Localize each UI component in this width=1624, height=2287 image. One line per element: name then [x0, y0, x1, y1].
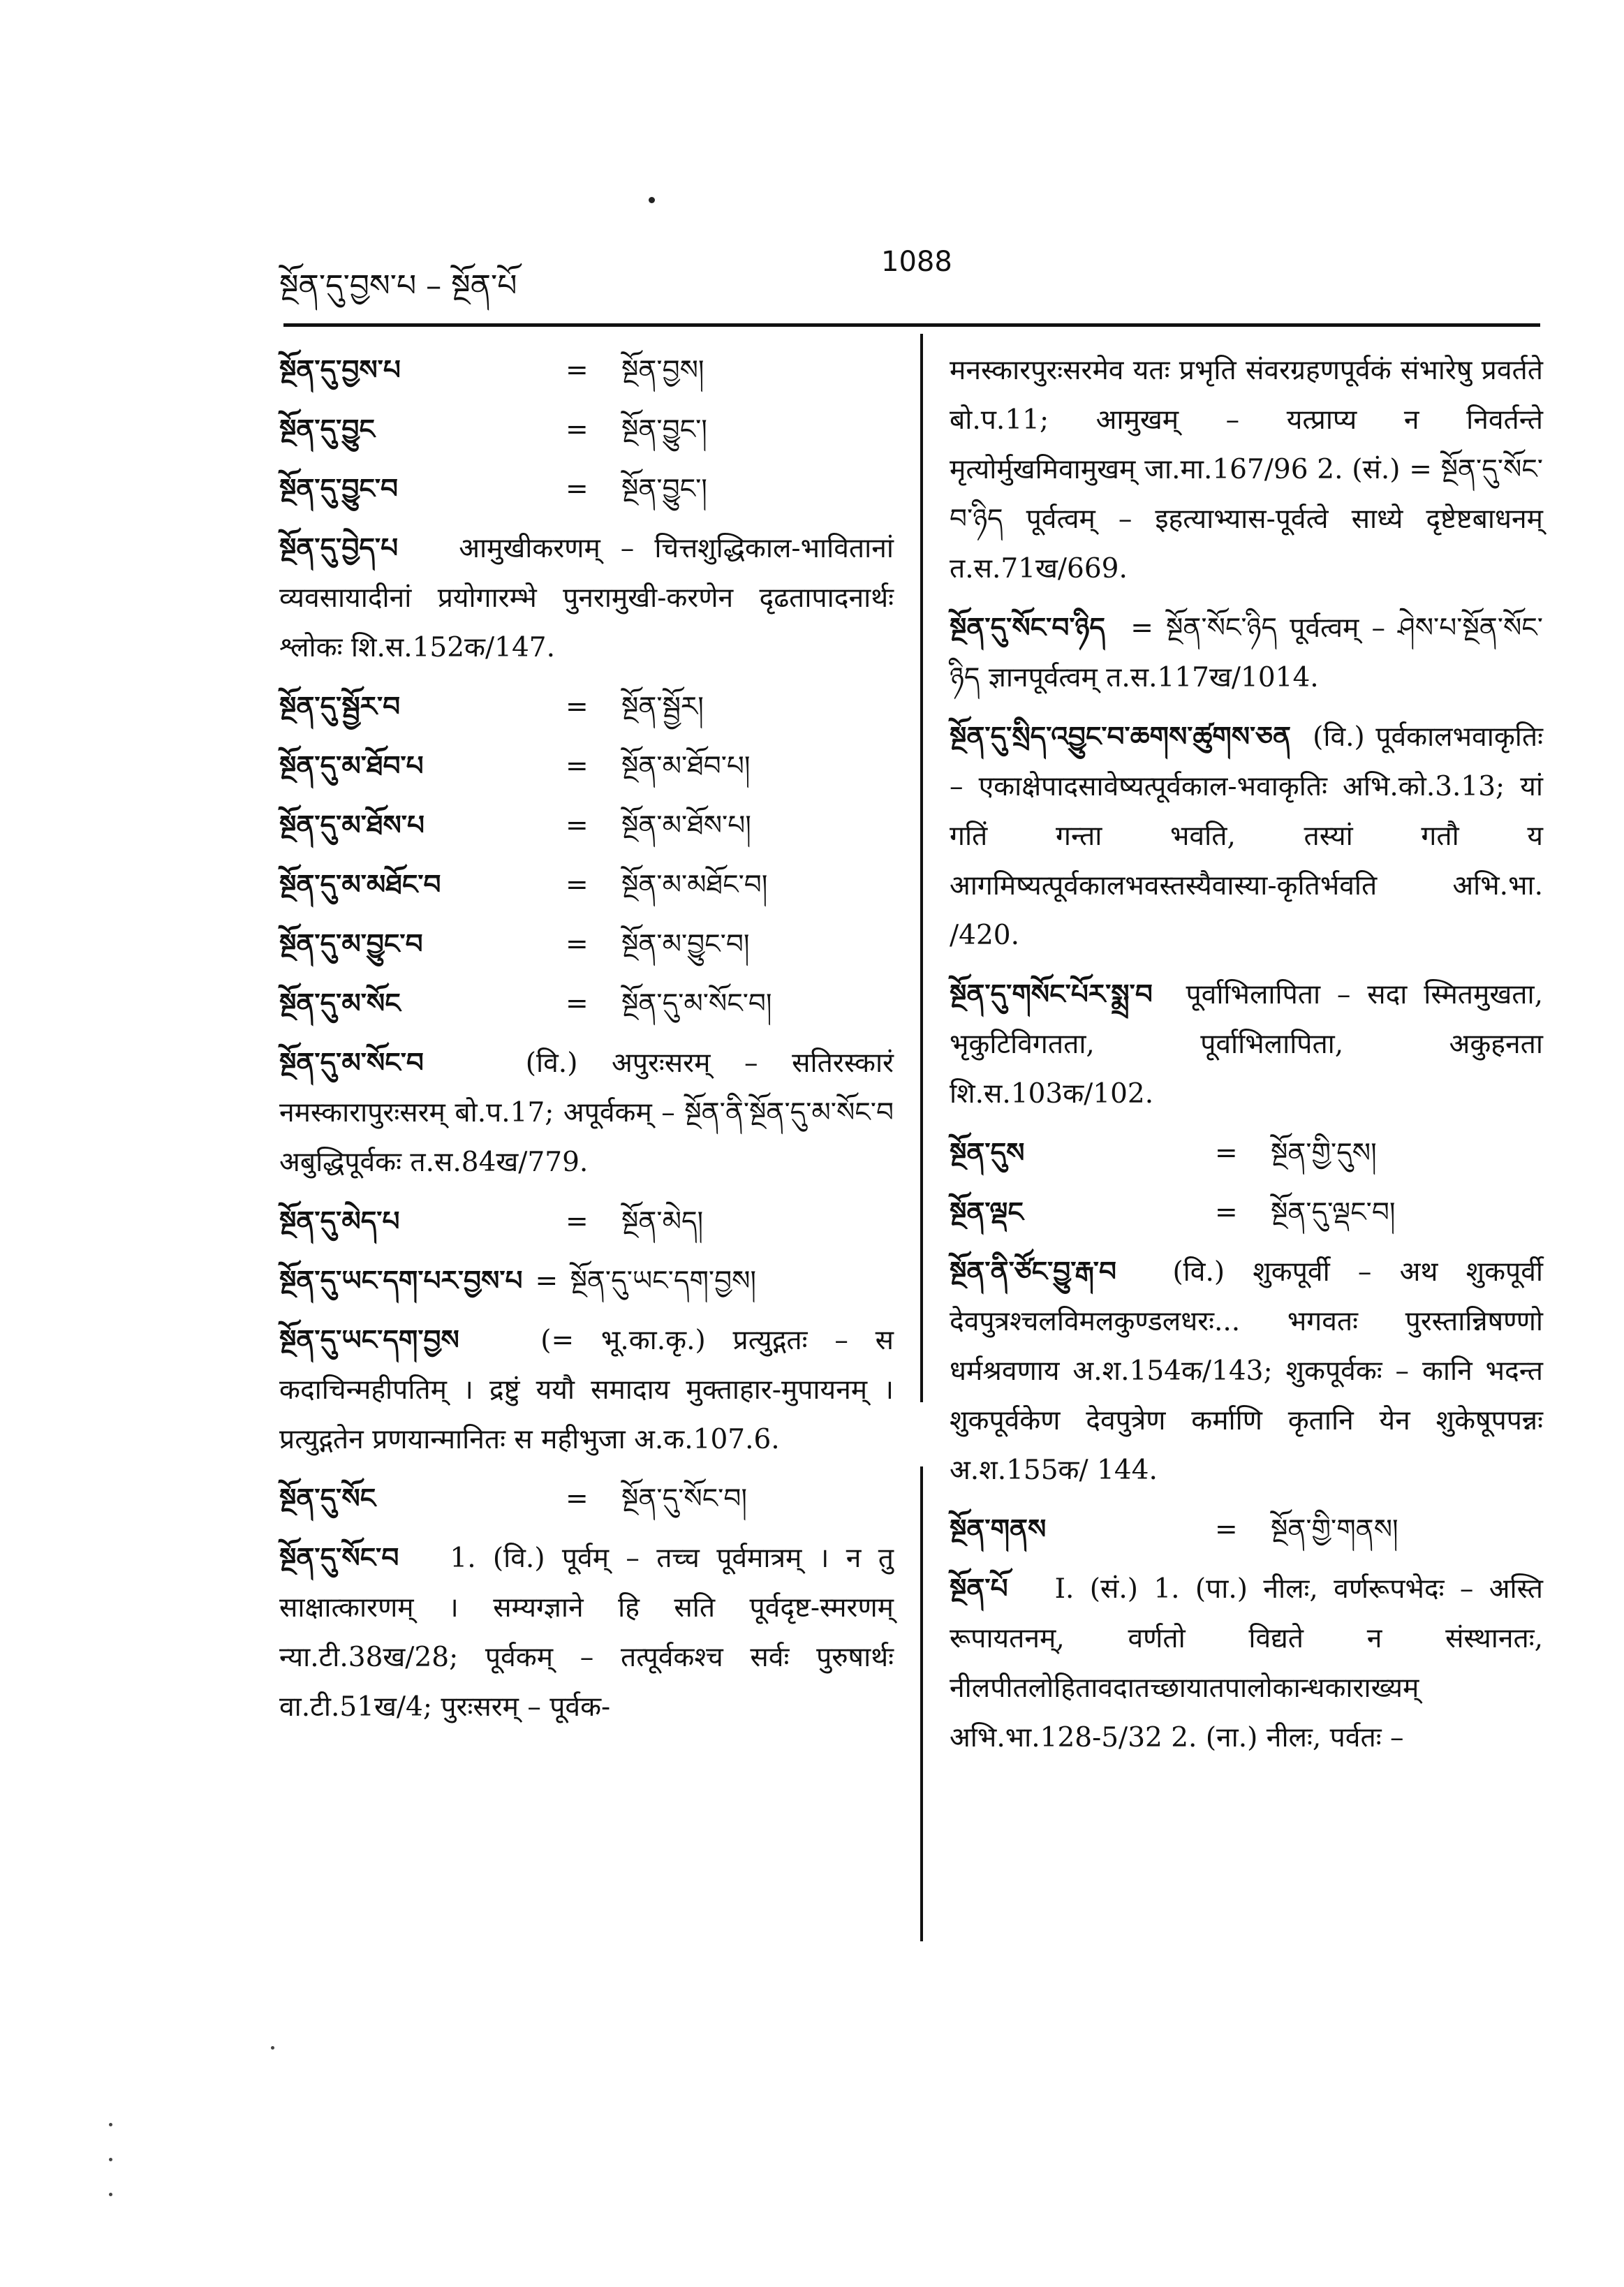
- cross-reference: སྔོན་དུ་མ་སོང་བ།: [621, 988, 772, 1020]
- definition-text: 1. (वि.) पूर्वम् – तच्च पूर्वमात्रम् । न तु साक्षात्कारणम् । सम्यग्ज्ञाने हि सति पूर्वदृष्ट-स्मरणम् न्या.टी.38ख/28; पूर्वकम् – तत्पूर्वकश्च सर्वः पुरुषार्थः वा.टी.51ख/4; पुरःसरम् – पूर्वक-: [279, 1543, 894, 1723]
- equals-sign: =: [566, 1206, 589, 1237]
- headword: སྔོན་དུ་གསོང་པོར་སྨྲ་བ: [950, 978, 1153, 1010]
- equals-sign: =: [566, 929, 589, 960]
- column-divider-lower: [920, 1466, 923, 1941]
- headword: སྔོན་དུ་བྱེད་པ: [279, 532, 399, 564]
- dictionary-entry: [950, 1188, 1543, 1237]
- definition-text: (वि.) शुकपूर्वी – अथ शुकपूर्वी देवपुत्रश्चलविमलकुण्डलधरः... भगवतः पुरस्तान्निषण्णो धर्मश्रवणाय अ.श.154क/143; शुकपूर्वकः – कानि भदन्त शुकपूर्वकेण देवपुत्रेण कर्माणि कृतानि येन शुकेषूपपन्नः अ.श.155क/ 144.: [950, 1256, 1543, 1486]
- dictionary-entry: [279, 860, 894, 910]
- equals-sign: =: [566, 810, 589, 841]
- equals-sign: =: [566, 869, 589, 901]
- definition-text: पूर्वाभिलापिता – सदा स्मितमुखता, भृकुटिविगतता, पूर्वाभिलापिता, अकुहनता शि.स.103क/102.: [950, 979, 1543, 1110]
- headword: སྔོན་དུ་སྲིད་འབྱུང་བ་ཆགས་ཚུགས་ཅན: [950, 721, 1292, 753]
- header-rule: [283, 323, 1540, 327]
- cross-reference: སྔོན་མེད།: [621, 1206, 704, 1237]
- headword: སྔོན་དུ་མ་ཐོབ་པ: [279, 750, 424, 782]
- equals-sign: =: [566, 473, 589, 505]
- left-column: [279, 346, 894, 1742]
- dictionary-entry: [279, 405, 894, 455]
- stray-mark: [109, 2193, 112, 2196]
- dictionary-entry: [279, 346, 894, 395]
- headword: སྔོན་དུ་སོང་བ་ཉིད: [950, 612, 1106, 644]
- headword: སྔོན་དུ་བྱུང་བ: [279, 473, 399, 505]
- definition-text: I. (सं.) 1. (पा.) नीलः, वर्णरूपभेदः – अस्ति रूपायतनम्, वर्णतो विद्यते न संस्थानतः, नीलपीतलोहितावदातच्छायातपालोकान्धकाराख्यम् अभि.भा.128-5/32 2. (ना.) नीलः, पर्वतः –: [950, 1573, 1543, 1753]
- headword: སྔོན་དུ་སྦྱོར་བ: [279, 691, 401, 723]
- stray-mark: [109, 2158, 112, 2161]
- cross-reference: སྔོན་མ་བྱུང་བ།: [621, 929, 750, 960]
- dictionary-entry: [950, 1564, 1543, 1763]
- cross-reference: སྔོན་དུ་སོང་བ།: [621, 1483, 748, 1515]
- dictionary-entry: [279, 742, 894, 791]
- definition-text: आमुखीकरणम् – चित्तशुद्धिकाल-भावितानां व्यवसायादीनां प्रयोगारम्भे पुनरामुखी-करणेन दृढतापादनार्थः श्लोकः शि.स.152क/147.: [279, 533, 894, 663]
- dictionary-entry: [279, 464, 894, 514]
- definition-text: (= भू.का.कृ.) प्रत्युद्गतः – स कदाचिन्महीपतिम् । द्रष्टुं ययौ समादाय मुक्ताहार-मुपायनम् । प्रत्युद्गतेन प्रणयान्मानितः स महीभुजा अ.क.107.6.: [279, 1325, 894, 1455]
- running-head: སྔོན་དུ་བྱས་པ – སྔོན་པོ: [279, 268, 517, 304]
- headword: སྔོན་དུ་མེད་པ: [279, 1205, 400, 1237]
- equals-sign: =: [535, 1265, 559, 1297]
- headword: སྔོན་དུ་མ་མཐོང་བ: [279, 869, 441, 901]
- continued-definition: मनस्कारपुरःसरमेव यतः प्रभृति संवरग्रहणपूर्वकं संभारेषु प्रवर्तते बो.प.11; आमुखम् – यत्प्राप्य न निवर्तन्ते मृत्योर्मुखमिवामुखम् जा.मा.167/96 2. (सं.) = སྔོན་དུ་སོང་བ་ཉིད पूर्वत्वम् – इहत्याभ्यास-पूर्वत्वे साध्ये दृष्टेष्टबाधनम् त.स.71ख/669.: [950, 355, 1543, 584]
- headword: སྔོན་གནས: [950, 1513, 1047, 1545]
- equals-sign: =: [566, 1483, 589, 1515]
- cross-reference: སྔོན་དུ་ལྡང་བ།: [1271, 1197, 1396, 1228]
- equals-sign: =: [1215, 1514, 1238, 1545]
- equals-sign: =: [1215, 1138, 1238, 1169]
- headword: སྔོན་དུ་སོང་བ: [279, 1542, 399, 1574]
- headword: སྔོན་དུ་སོང: [279, 1483, 376, 1515]
- dictionary-entry: [950, 1505, 1543, 1554]
- definition-text: (वि.) अपुरःसरम् – सतिरस्कारं नमस्कारापुरःसरम् बो.प.17; अपूर्वकम् – སྔོན་ནི་སྔོན་དུ་མ་སོང་བ अबुद्धिपूर्वकः त.स.84ख/779.: [279, 1047, 894, 1178]
- headword: སྔོན་ལྡང: [950, 1196, 1024, 1228]
- equals-sign: =: [566, 988, 589, 1020]
- headword: སྔོན་དུ་མ་ཐོས་པ: [279, 809, 425, 841]
- dictionary-entry: [279, 1474, 894, 1524]
- stray-mark: [649, 197, 655, 203]
- cross-reference: སྔོན་བྱུང་།: [621, 473, 707, 505]
- equals-sign: =: [566, 414, 589, 446]
- dictionary-entry: [950, 603, 1543, 703]
- equals-sign: =: [1215, 1197, 1238, 1228]
- definition-text: = སྔོན་སོང་ཉིད पूर्वत्वम् – ཤེས་པ་སྔོན་སོང་ཉིད ज्ञानपूर्वत्वम् त.स.117ख/1014.: [950, 612, 1544, 693]
- dictionary-entry: [279, 920, 894, 969]
- dictionary-entry: [279, 524, 894, 672]
- dictionary-entry: [279, 1197, 894, 1247]
- dictionary-entry: [279, 979, 894, 1029]
- headword: སྔོན་དུ་མ་སོང: [279, 987, 401, 1020]
- cross-reference: སྔོན་མ་ཐོས་པ།: [621, 810, 751, 841]
- definition-text: पूर्वकालभवाकृतिः – एकाक्षेपादसावेष्यत्पूर्वकाल-भवाकृतिः अभि.को.3.13; यां गतिं गन्ता भवति, तस्यां गतौ य आगमिष्यत्पूर्वकालभवस्तस्यैवास्या-कृतिर्भवति अभि.भा. /420.: [950, 721, 1543, 951]
- dictionary-entry: [950, 1128, 1543, 1178]
- headword: སྔོན་དུས: [950, 1137, 1025, 1169]
- dictionary-entry: [279, 1534, 894, 1732]
- cross-reference: སྔོན་གྱི་དུས།: [1271, 1138, 1377, 1169]
- headword: སྔོན་དུ་མ་བྱུང་བ: [279, 928, 423, 960]
- right-column: [950, 346, 1543, 1772]
- headword: སྔོན་དུ་མ་སོང་བ: [279, 1047, 424, 1079]
- dictionary-entry: [950, 970, 1543, 1119]
- headword: སྔོན་ནི་ཙོང་བྱུ་རྒ་བ: [950, 1256, 1116, 1288]
- headword: སྔོན་དུ་ཡང་དག་བྱས: [279, 1324, 459, 1356]
- dictionary-entry: [950, 712, 1543, 960]
- column-divider: [920, 334, 923, 1402]
- headword: སྔོན་དུ་བྱུང: [279, 413, 375, 446]
- dictionary-entry: [279, 1256, 894, 1306]
- dictionary-entry: [279, 682, 894, 732]
- headword: སྔོན་པོ: [950, 1573, 1008, 1605]
- equals-sign: =: [566, 751, 589, 782]
- cross-reference: སྔོན་བྱས།: [621, 355, 704, 386]
- dictionary-entry: [279, 1038, 894, 1187]
- cross-reference: སྔོན་དུ་ཡང་དག་བྱས།: [570, 1265, 757, 1297]
- cross-reference: སྔོན་མ་མཐོང་བ།: [621, 869, 768, 901]
- stray-mark: [109, 2123, 112, 2126]
- equals-sign: =: [566, 691, 589, 723]
- dictionary-entry: [279, 1316, 894, 1464]
- cross-reference: སྔོན་སྦྱོར།: [621, 691, 704, 723]
- dictionary-entry: [279, 801, 894, 851]
- stray-mark: [271, 2046, 274, 2050]
- cross-reference: སྔོན་བྱུང་།: [621, 414, 707, 446]
- dictionary-entry: [950, 1247, 1543, 1495]
- headword: སྔོན་དུ་ཡང་དག་པར་བྱས་པ: [279, 1265, 523, 1297]
- cross-reference: སྔོན་གྱི་གནས།: [1271, 1514, 1398, 1545]
- headword: སྔོན་དུ་བྱས་པ: [279, 354, 401, 386]
- cross-reference: སྔོན་མ་ཐོབ་པ།: [621, 751, 751, 782]
- equals-sign: =: [566, 355, 589, 386]
- grammar-tag: (वि.): [1313, 721, 1365, 753]
- page-number: 1088: [881, 246, 952, 278]
